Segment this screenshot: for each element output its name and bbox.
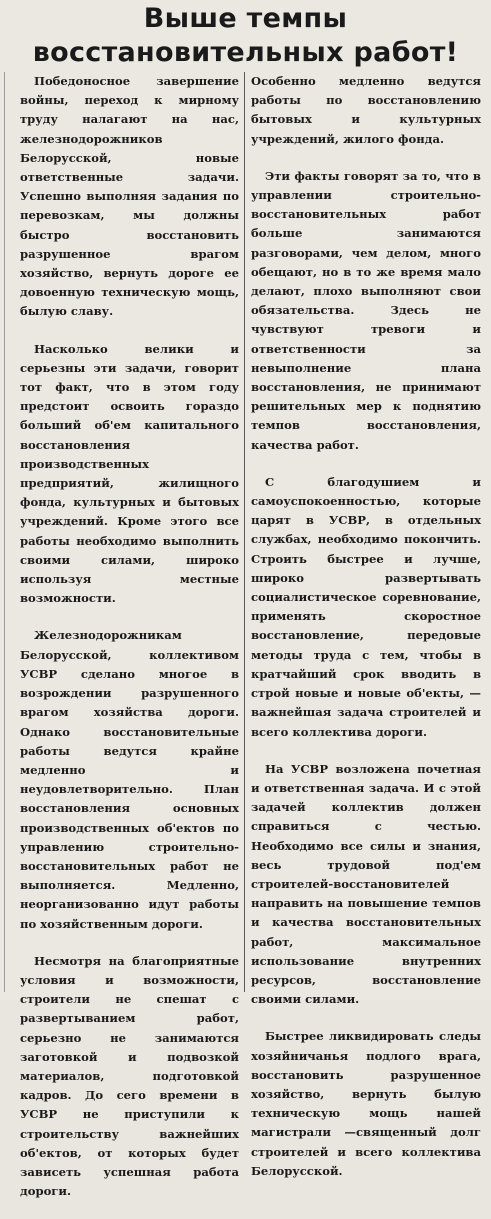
article-left-column <box>20 72 239 1219</box>
headline-line-1: Выше темпы <box>143 3 348 34</box>
left-paragraph-2: Насколько велики и серьезны эти задачи, говорит тот факт, что в этом году предстоит освоить гораздо больший об'ем капитального восстановления производственных предприятий, жилищного фонда, культурных и бытовых учреждений. Кроме этого все работы необходимо выполнить своими силами, широко используя местные возможности. <box>20 341 239 606</box>
column-divider-rule <box>244 72 245 992</box>
left-paragraph-1: Победоносное завершение войны, переход к мирному труду налагают на нас, железнодорожников Белорусской, новые ответственные задачи. Успешно выполняя задания по перевозкам, мы должны быстро восстановить разрушенное врагом хозяйство, вернуть дороге ее довоенную техническую мощь, былую славу. <box>20 74 239 319</box>
right-paragraph-5: Быстрее ликвидировать следы хозяйничанья подлого врага, восстановить разрушенное хозяйство, вернуть былую техническую мощь нашей магистрали —священный долг строителей и всего коллектива Белорусской. <box>251 1029 481 1178</box>
right-paragraph-3: С благодушием и самоуспокоенностью, которые царят в УСВР, в отдельных службах, необходимо покончить. Строить быстрее и лучше, широко развертывать социалистическое соревнование, применять скоростное восстановление, передовые методы труда с тем, чтобы в кратчайший срок вводить в строй новые и новые об'екты, — важнейшая задача строителей и всего коллектива дороги. <box>251 474 481 739</box>
article-right-column <box>251 72 481 1199</box>
right-paragraph-2: Эти факты говорят за то, что в управлении строительно-восстановительных работ больше занимаются разговорами, чем делом, много обещают, но в то же время мало делают, плохо выполняют свои обязательства. Здесь не чувствуют тревоги и ответственности за невыполнение плана восстановления, не принимают решительных мер к поднятию темпов восстановления, качества работ. <box>251 168 481 452</box>
right-paragraph-1: Особенно медленно ведутся работы по восстановлению бытовых и культурных учреждений, жилого фонда. <box>251 74 481 146</box>
left-paragraph-4: Несмотря на благоприятные условия и возможности, строители не спешат с развертыванием работ, серьезно не занимаются заготовкой и подвозкой материалов, подготовкой кадров. До сего времени в УСВР не приступили к строительству важнейших об'ектов, от которых будет зависеть успешная работа дороги. <box>20 953 239 1199</box>
left-paragraph-3: Железнодорожникам Белорусской, коллективом УСВР сделано многое в возрождении разрушенного врагом хозяйства дороги. Однако восстановительные работы ведутся крайне медленно и неудовлетворительно. План восстановления основных производственных об'ектов по управлению строительно-восстановительных работ не выполняется. Медленно, неорганизованно идут работы по хозяйственным дороги. <box>20 628 239 931</box>
left-page-edge-rule <box>4 72 5 992</box>
right-paragraph-4: На УСВР возложена почетная и ответственная задача. И с этой задачей коллектив должен справиться с честью. Необходимо все силы и знания, весь трудовой под'ем строителей-восстановителей направить на повышение темпов и качества восстановительных работ, максимальное использование внутренних ресурсов, восстановление своими силами. <box>251 761 481 1007</box>
article-headline <box>0 0 491 70</box>
headline-line-2: восстановительных работ! <box>32 37 459 68</box>
